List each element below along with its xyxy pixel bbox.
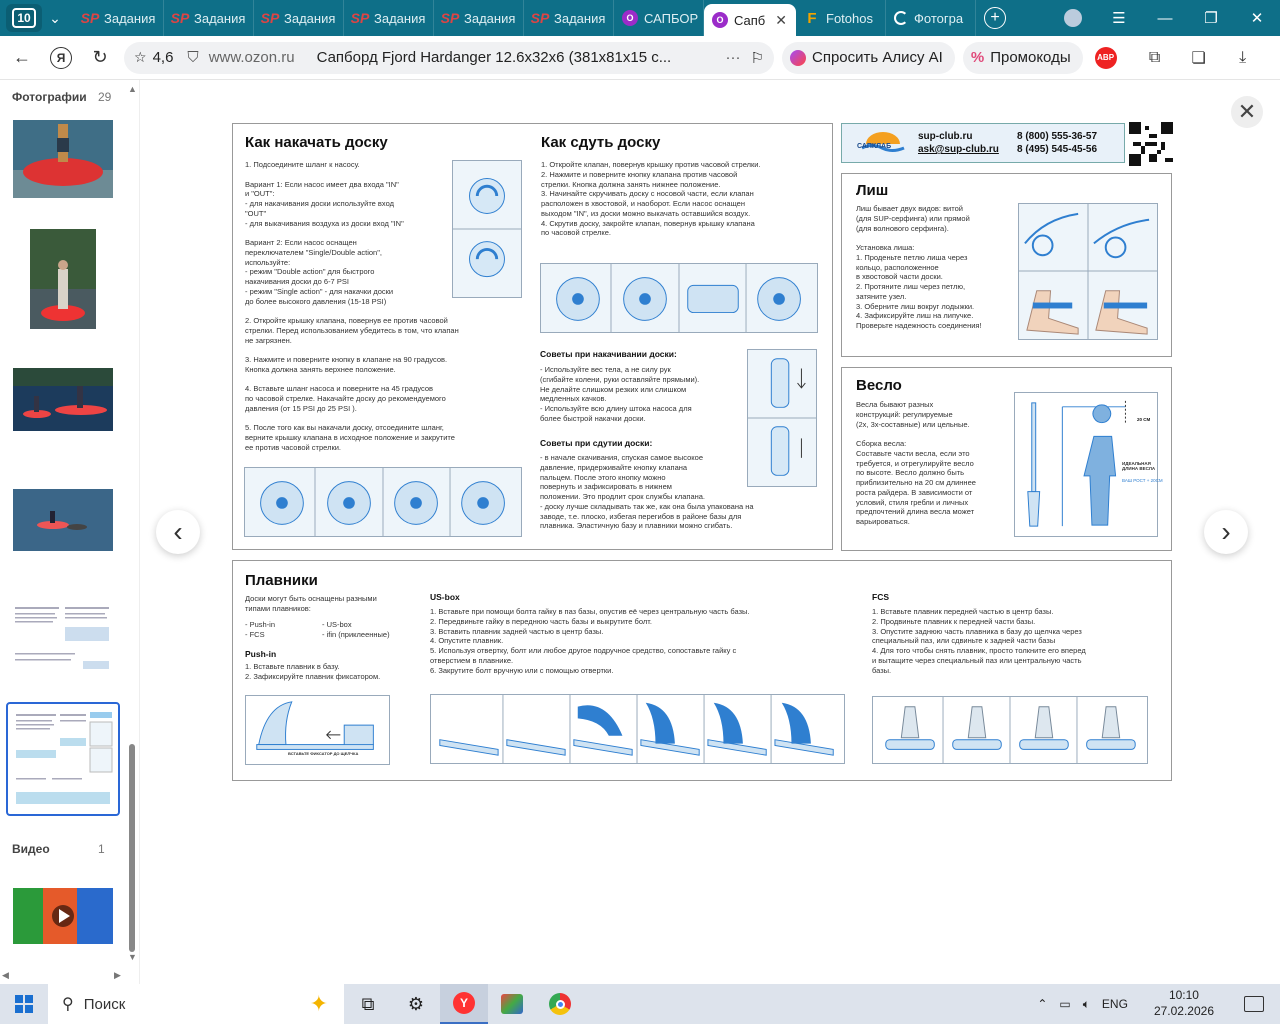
reload-icon[interactable]: ↻	[92, 47, 108, 67]
tab[interactable]	[74, 0, 164, 36]
settings-icon[interactable]: ⚙	[407, 993, 425, 1014]
sp-icon: SP	[260, 10, 280, 26]
usbox-text: 1. Вставьте при помощи болта гайку в паз базы, опустив её через центральную часть базы. 2. Передвиньте гайку в переднюю часть базы и выкрутите болт. 3. Вставить плавник задней частью в центр базы. 4. Опустите плавник. 5. Используя отвертку, болт или любое другое подручное средство, сопоставьте гайку с отверстием в плавнике. 6. Закрутите болт вручную или с помощью отвертки.	[430, 607, 750, 675]
chevron-down-icon[interactable]: ⌄	[49, 9, 61, 26]
tab-label: Fotohos	[826, 10, 873, 26]
tab[interactable]	[164, 0, 254, 36]
leash-illustration	[1018, 203, 1158, 340]
clock[interactable]	[1148, 988, 1220, 1019]
yandex-icon[interactable]: Я	[50, 47, 72, 69]
tab[interactable]	[254, 0, 344, 36]
sp-icon: SP	[170, 10, 190, 26]
search-label: Поиск	[83, 995, 126, 1013]
ozon-icon: O	[712, 12, 728, 28]
contact-phone-2: 8 (495) 545-45-56	[1017, 144, 1098, 155]
paddle-text: Весла бывают разных конструкций: регулируемые (2х, 3х-составные) или цельные. Сборка весла: Составьте части весла, если это требуется, и отрегулируйте весло по высоте. Весло должно быть приблизительно на 20 см длиннее роста райдера. В зависимости от условий, стиля гребли и личных предпочтений длина весла может варьироваться.	[856, 400, 976, 526]
scroll-down-icon[interactable]: ▼	[128, 952, 137, 962]
language-indicator[interactable]: ENG	[1101, 997, 1128, 1011]
prev-image-button[interactable]: ‹	[156, 510, 200, 554]
new-tab-button[interactable]: +	[984, 7, 1006, 29]
next-image-button[interactable]: ›	[1204, 510, 1248, 554]
thumbnail-video[interactable]	[13, 888, 113, 944]
usbox-title: US-box	[430, 592, 460, 602]
url-field[interactable]	[124, 42, 774, 74]
sp-icon: SP	[530, 10, 550, 26]
tips-inflate-title: Советы при накачивании доски:	[540, 349, 677, 359]
tab-label: САПБОР	[644, 10, 699, 26]
scroll-up-icon[interactable]: ▲	[128, 84, 137, 94]
more-icon[interactable]: ···	[725, 49, 741, 66]
close-viewer-button[interactable]: ✕	[1231, 96, 1263, 128]
fcs-text: 1. Вставьте плавник передней частью в центр базы. 2. Продвиньте плавник к передней части базы. 3. Опустите заднюю часть плавника в базу до щелчка через специальный паз, или сдвиньте к задней части базы 4. Для того чтобы снять плавник, просто толкните его вперед и вытащите через специальный паз или центральную часть базы.	[872, 607, 1086, 675]
scroll-right-icon[interactable]: ▶	[114, 970, 121, 980]
sp-icon: SP	[350, 10, 370, 26]
inflate-text: 1. Подсоедините шланг к насосу. Вариант 1: Если насос имеет два входа "IN" и "OUT": - для накачивания доски используйте вход "OUT" - для выкачивания воздуха из доски вход "IN" Вариант 2: Если насос оснащен переключателем "Single/Double action", используйте: - режим "Double action" для быстрого накачивания доски до 6-7 PSI - режим "Single action" - для накачки доски до более высокого давления (15-18 PSI) 2. Откройте крышку клапана, повернув ее против часовой стрелки. Перед использованием убедитесь в том, что клапан не загрязнен. 3. Нажмите и поверните кнопку в клапане на 90 градусов. Кнопка должна занять верхнее положение. 4. Вставьте шланг насоса и поверните на 45 градусов по часовой стрелке. Накачайте доску до рекомендуемого давления (от 15 PSI до 25 PSI ). 5. После того как вы накачали доску, отсоедините шланг, верните крышку клапана в исходное положение и закрутите ее против часовой стрелки.	[245, 160, 459, 452]
usbox-steps-illustration	[430, 694, 845, 764]
pushin-title: Push-in	[245, 649, 277, 659]
inflate-steps-illustration	[244, 467, 522, 537]
tab-count: 10	[12, 8, 35, 28]
fins-types-right: - US-box - ifin (приклеенные)	[322, 620, 390, 639]
contact-email: ask@sup-club.ru	[918, 144, 999, 155]
scrollbar-thumb[interactable]	[129, 744, 135, 952]
search-icon: ⚲	[62, 996, 74, 1013]
close-window-icon[interactable]: ✕	[1250, 10, 1264, 27]
paddle-dimension: 20 СМ	[1137, 417, 1151, 422]
profile-avatar[interactable]	[1064, 9, 1082, 27]
network-icon[interactable]: ▭	[1059, 997, 1071, 1011]
thumbnail-photo[interactable]	[30, 229, 96, 329]
windows-start-icon[interactable]	[0, 984, 48, 1024]
tab-bar	[0, 0, 1280, 36]
thumbnail-photo[interactable]	[13, 120, 113, 198]
task-view-icon[interactable]: ⧉	[361, 993, 375, 1014]
collections-icon[interactable]: ❏	[1191, 49, 1206, 67]
tab[interactable]	[886, 0, 976, 36]
sparkle-icon: ✦	[309, 991, 328, 1016]
leash-text: Лиш бывает двух видов: витой (для SUP-серфинга) или прямой (для волнового серфинга). Установка лиша: 1. Проденьте петлю лиша через кольцо, расположенное в хвостовой части доски. 2. Протяните лиш через петлю, затяните узел. 3. Оберните лиш вокруг лодыжки. 4. Зафиксируйте лиш на липучке. Проверьте надежность соединения!	[856, 204, 982, 330]
taskbar	[0, 984, 1280, 1024]
thumbnail-instruction-selected[interactable]	[6, 702, 120, 816]
tips-deflate-title: Советы при сдутии доски:	[540, 438, 653, 448]
site-rating: 4,6	[152, 49, 174, 66]
volume-icon[interactable]: 🔈︎	[1082, 996, 1090, 1011]
ask-alice-button[interactable]	[782, 42, 955, 74]
restore-icon[interactable]: ❐	[1204, 10, 1218, 27]
loading-icon	[894, 11, 908, 25]
page-title: Сапборд Fjord Hardanger 12.6x32x6 (381x81x15 с...	[316, 49, 672, 66]
tab-label: Задания	[284, 10, 336, 26]
fcs-steps-illustration	[872, 696, 1148, 764]
scroll-left-icon[interactable]: ◀	[2, 970, 9, 980]
shield-icon[interactable]: ⛉	[187, 49, 199, 66]
ozon-icon: O	[622, 10, 638, 26]
video-count: 1	[98, 842, 105, 856]
tab-label: Сапб	[734, 12, 766, 28]
photos-app-icon[interactable]	[488, 984, 536, 1024]
thumbnail-photo[interactable]	[13, 489, 113, 551]
alice-label: Спросить Алису AI	[812, 49, 943, 66]
paddle-formula: ВАШ РОСТ + 20СМ	[1122, 478, 1163, 483]
deflate-steps-illustration	[540, 263, 818, 333]
tips-inflate-text: - Используйте вес тела, а не силу рук (сгибайте колени, руки оставляйте прямыми). Не делайте слишком резких или слишком медленных качков. - Используйте всю длину штока насоса для более быстрой накачки доски.	[540, 365, 700, 423]
inflate-title: Как накачать доску	[245, 134, 388, 151]
tab-label: Задания	[554, 10, 606, 26]
tab[interactable]	[524, 0, 614, 36]
fins-types-left: - Push-in - FCS	[245, 620, 276, 639]
paddle-ideal-label: ИДЕАЛЬНАЯ ДЛИНА ВЕСЛА	[1122, 461, 1156, 471]
tab[interactable]	[344, 0, 434, 36]
photos-header: Фотографии 29	[12, 90, 112, 104]
deflate-title: Как сдуть доску	[541, 134, 661, 151]
contact-phone-1: 8 (800) 555-36-57	[1017, 131, 1098, 142]
photos-count: 29	[98, 90, 112, 104]
menu-icon[interactable]: ☰	[1112, 10, 1126, 27]
tab-label: Задания	[194, 10, 246, 26]
clock-date: 27.02.2026	[1153, 1004, 1214, 1018]
back-arrow-icon[interactable]: ←	[13, 47, 31, 67]
yandex-browser-icon[interactable]: Y	[440, 984, 488, 1024]
tray-chevron-icon[interactable]: ⌃	[1037, 997, 1048, 1011]
thumbnail-sidebar	[0, 80, 140, 984]
fins-intro: Доски могут быть оснащены разными типами плавников:	[245, 594, 377, 613]
tab-active[interactable]	[704, 4, 796, 36]
tab[interactable]	[614, 0, 704, 36]
star-icon: ☆	[134, 49, 147, 65]
bookmark-icon[interactable]: ⚐	[750, 49, 764, 67]
tab[interactable]	[434, 0, 524, 36]
download-icon[interactable]: ⤓	[1239, 48, 1247, 66]
clock-time: 10:10	[1168, 988, 1199, 1003]
alice-icon	[790, 50, 806, 66]
domain: www.ozon.ru	[208, 49, 295, 66]
address-bar	[0, 36, 1280, 80]
video-header: Видео 1	[12, 842, 105, 856]
extensions-icon[interactable]: ⧉	[1148, 48, 1161, 66]
tips-deflate-text: - в начале скачивания, спуская самое высокое давление, придерживайте кнопку клапана пальцем. После этого кнопку можно повернуть и зафиксировать в нижнем положении. Это продлит срок службы клапана. - доску лучше складывать так же, как она была упакована на заводе, т.е. плоско, избегая перегибов в районе базы для плавника. Эластичную базу и плавники можно сгибать.	[540, 453, 754, 531]
pushin-caption: ВСТАВЬТЕ ФИКСАТОР ДО ЩЕЛЧКА	[288, 751, 359, 756]
percent-icon: %	[970, 49, 985, 66]
fcs-title: FCS	[872, 592, 889, 602]
qr-code	[1129, 122, 1173, 166]
instruction-sheet	[230, 120, 1174, 784]
tab[interactable]	[796, 0, 886, 36]
deflate-text: 1. Откройте клапан, повернув крышку против часовой стрелки. 2. Нажмите и поверните кнопку клапана против часовой стрелки. Кнопка должна занять нижнее положение. 3. Начинайте скручивать доску с носовой части, если клапан расположен в хвостовой, и наоборот. Если насос оснащен выходом "IN", из доски можно выкачать оставшийся воздух. 4. Скрутив доску, закройте клапан, повернув крышку клапана по часовой стрелке.	[541, 160, 761, 238]
fins-title: Плавники	[245, 572, 318, 589]
promo-button[interactable]	[963, 42, 1083, 74]
tab-label: Фотогра	[914, 10, 964, 26]
pump-valve-illustration	[452, 160, 522, 298]
tab-count-button[interactable]	[6, 4, 42, 32]
leash-title: Лиш	[856, 182, 889, 199]
sp-icon: SP	[440, 10, 460, 26]
promo-label: Промокоды	[990, 49, 1071, 66]
fotohost-icon: F	[807, 9, 817, 27]
close-tab-icon[interactable]: ✕	[775, 11, 787, 28]
paddle-title: Весло	[856, 377, 902, 394]
contact-site: sup-club.ru	[918, 131, 973, 142]
thumbnail-photo[interactable]	[13, 368, 113, 431]
tab-label: Задания	[104, 10, 156, 26]
chrome-icon[interactable]	[536, 984, 584, 1024]
brand-name: САПКЛАБ	[857, 143, 892, 150]
taskbar-search[interactable]	[48, 984, 344, 1024]
thumbnail-instruction[interactable]	[13, 603, 113, 675]
pushin-text: 1. Вставьте плавник в базу. 2. Зафиксируйте плавник фиксатором.	[245, 662, 381, 681]
sp-icon: SP	[80, 10, 100, 26]
tab-label: Задания	[374, 10, 426, 26]
notification-icon[interactable]	[1244, 996, 1264, 1012]
adblock-icon[interactable]: ABP	[1095, 47, 1117, 69]
minimize-icon[interactable]: —	[1157, 9, 1173, 27]
tab-label: Задания	[464, 10, 516, 26]
